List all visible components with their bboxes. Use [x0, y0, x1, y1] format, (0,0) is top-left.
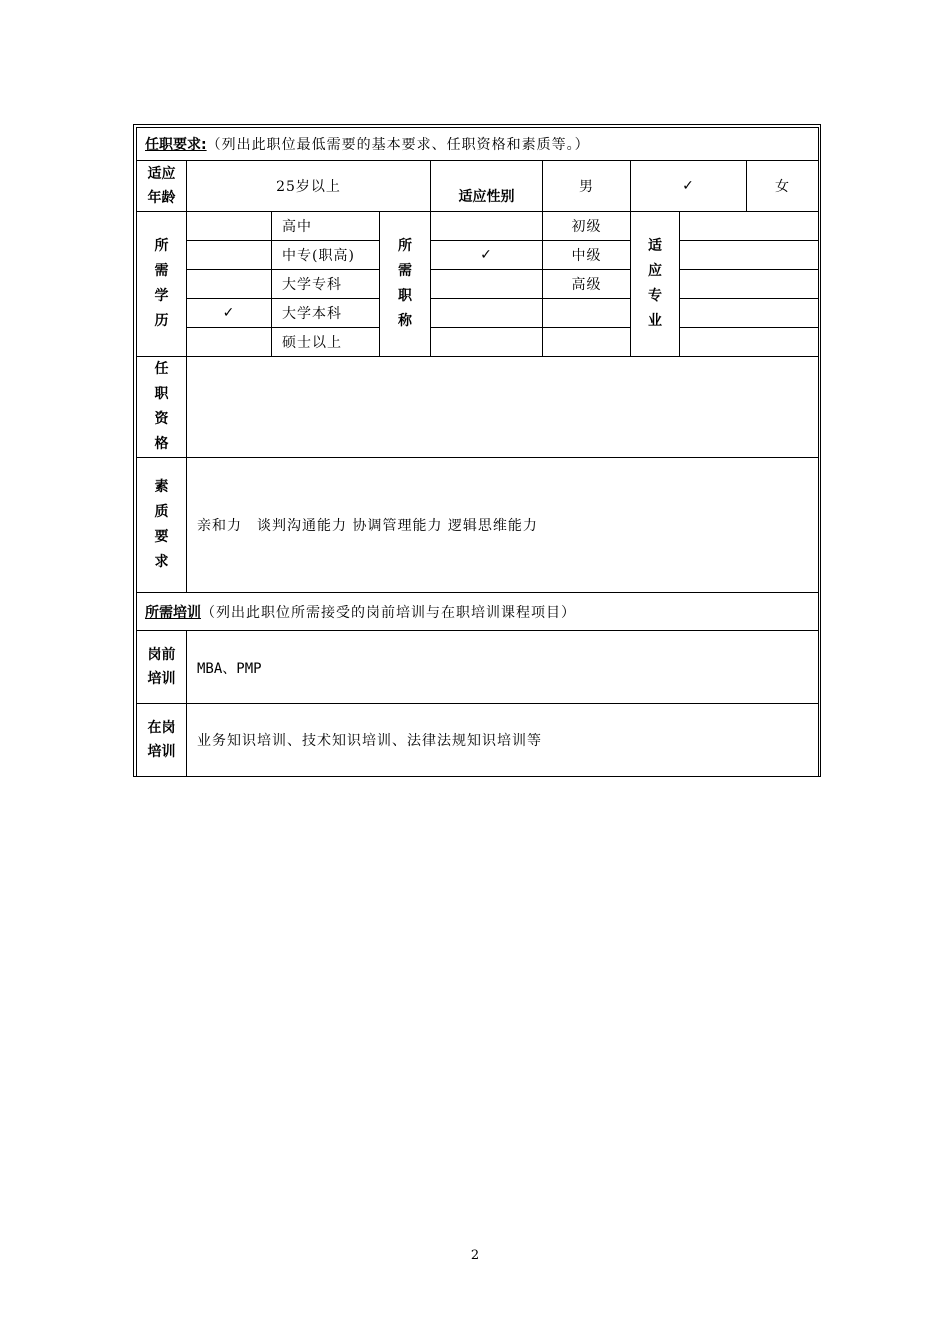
training-header-row — [137, 593, 819, 631]
requirements-title: 任职要求: — [145, 137, 207, 153]
title-level: 中级 — [543, 241, 631, 270]
title-check-cell: ✓ — [431, 241, 543, 270]
quality-label: 素 质 要 求 — [137, 458, 187, 593]
major-label: 适 应 专 业 — [631, 212, 680, 357]
age-gender-row — [137, 161, 819, 212]
title-label: 所 需 职 称 — [380, 212, 431, 357]
requirements-note: （列出此职位最低需要的基本要求、任职资格和素质等。） — [206, 137, 590, 153]
edu-row-5 — [137, 328, 819, 357]
qualification-row — [137, 357, 819, 458]
title-check-cell — [431, 212, 543, 241]
education-level: 大学专科 — [272, 270, 380, 299]
major-cell — [680, 328, 819, 357]
gender-male: 男 — [543, 161, 631, 212]
education-level: 中专(职高) — [272, 241, 380, 270]
edu-row-2 — [137, 241, 819, 270]
title-level — [543, 299, 631, 328]
page-number: 2 — [470, 1248, 480, 1263]
education-level: 大学本科 — [272, 299, 380, 328]
pre-training-label: 岗前 培训 — [137, 631, 187, 704]
gender-label: 适应性别 — [431, 161, 543, 212]
onjob-training-label: 在岗 培训 — [137, 704, 187, 777]
major-cell — [680, 241, 819, 270]
job-requirements-table — [136, 127, 819, 777]
requirements-header-row — [137, 128, 819, 161]
gender-female: 女 — [747, 161, 819, 212]
title-level: 初级 — [543, 212, 631, 241]
age-label: 适应 年龄 — [137, 161, 187, 212]
pre-training-row — [137, 631, 819, 704]
age-value: 25岁以上 — [187, 161, 431, 212]
education-check-cell — [187, 328, 272, 357]
edu-row-3 — [137, 270, 819, 299]
education-level: 硕士以上 — [272, 328, 380, 357]
quality-value: 亲和力 谈判沟通能力 协调管理能力 逻辑思维能力 — [187, 458, 819, 593]
education-check-cell — [187, 241, 272, 270]
pre-training-value: MBA、PMP — [187, 631, 819, 704]
education-check-cell: ✓ — [187, 299, 272, 328]
major-cell — [680, 299, 819, 328]
education-level: 高中 — [272, 212, 380, 241]
edu-row-4 — [137, 299, 819, 328]
major-cell — [680, 212, 819, 241]
onjob-training-row — [137, 704, 819, 777]
quality-row — [137, 458, 819, 593]
education-check-cell — [187, 270, 272, 299]
training-header — [137, 593, 819, 631]
gender-male-check: ✓ — [631, 161, 747, 212]
qualification-label: 任 职 资 格 — [137, 357, 187, 458]
requirements-header — [137, 128, 819, 161]
edu-row-1 — [137, 212, 819, 241]
title-check-cell — [431, 299, 543, 328]
training-note: （列出此职位所需接受的岗前培训与在职培训课程项目） — [201, 604, 576, 621]
title-check-cell — [431, 270, 543, 299]
education-check-cell — [187, 212, 272, 241]
title-level: 高级 — [543, 270, 631, 299]
education-label: 所 需 学 历 — [137, 212, 187, 357]
title-check-cell — [431, 328, 543, 357]
qualification-value — [187, 357, 819, 458]
major-cell — [680, 270, 819, 299]
title-level — [543, 328, 631, 357]
onjob-training-value: 业务知识培训、技术知识培训、法律法规知识培训等 — [187, 704, 819, 777]
training-title: 所需培训 — [145, 604, 201, 621]
